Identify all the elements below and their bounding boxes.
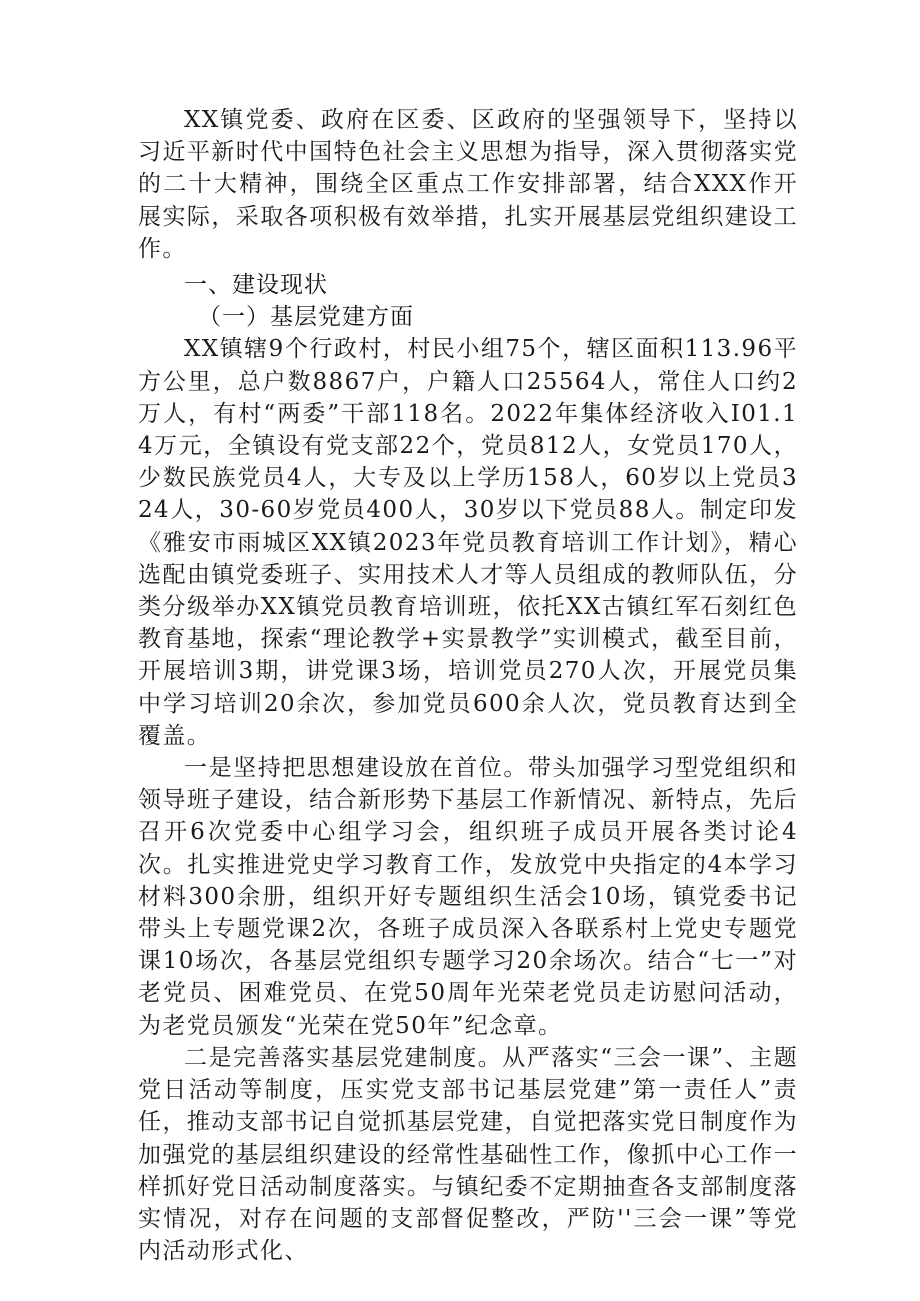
document-body [138,104,798,1267]
subsection-heading: （一）基层党建方面 [198,304,414,331]
point2-paragraph: 二是完善落实基层党建制度。从严落实“三会一课”、主题党日活动等制度，压实党支部书记基层党建”第一责任人”责任，推动支部书记自觉抓基层党建，自觉把落实党日制度作为加强党的基层组织建设的经常性基础性工作，像抓中心工作一样抓好党日活动制度落实。与镇纪委不定期抽查各支部制度落实情况，对存在问题的支部督促整改，严防''三会一课”等党内活动形式化、 [138,1044,798,1265]
point1-paragraph: 一是坚持把思想建设放在首位。带头加强学习型党组织和领导班子建设，结合新形势下基层工作新情况、新特点，先后召开6次党委中心组学习会，组织班子成员开展各类讨论4次。扎实推进党史学习教育工作，发放党中央指定的4本学习材料300余册，组织开好专题组织生活会10场，镇党委书记带头上专题党课2次，各班子成员深入各联系村上党史专题党课10场次，各基层党组织专题学习20余场次。结合“七一”对老党员、困难党员、在党50周年光荣老党员走访慰问活动，为老党员颁发“光荣在党50年”纪念章。 [138,755,798,1039]
intro-paragraph: XX镇党委、政府在区委、区政府的坚强领导下，坚持以习近平新时代中国特色社会主义思想为指导，深入贯彻落实党的二十大精神，围绕全区重点工作安排部署，结合XXX作开展实际，采取各项积极有效举措，扎实开展基层党组织建设工作。 [138,107,798,262]
overview-paragraph: XX镇辖9个行政村，村民小组75个，辖区面积113.96平方公里，总户数8867户，户籍人口25564人，常住人口约2万人，有村“两委”干部118名。2022年集体经济收入I01.14万元，全镇设有党支部22个，党员812人，女党员170人，少数民族党员4人，大专及以上学历158人，60岁以上党员324人，30-60岁党员400人，30岁以下党员88人。制定印发《雅安市雨城区XX镇2023年党员教育培训工作计划》，精心选配由镇党委班子、实用技术人才等人员组成的教师队伍，分类分级举办XX镇党员教育培训班，依托XX古镇红军石刻红色教育基地，探索“理论教学+实景教学”实训模式，截至目前，开展培训3期，讲党课3场，培训党员270人次，开展党员集中学习培训20余次，参加党员600余人次，党员教育达到全覆盖。 [138,336,798,749]
section-heading: 一、建设现状 [184,272,328,299]
